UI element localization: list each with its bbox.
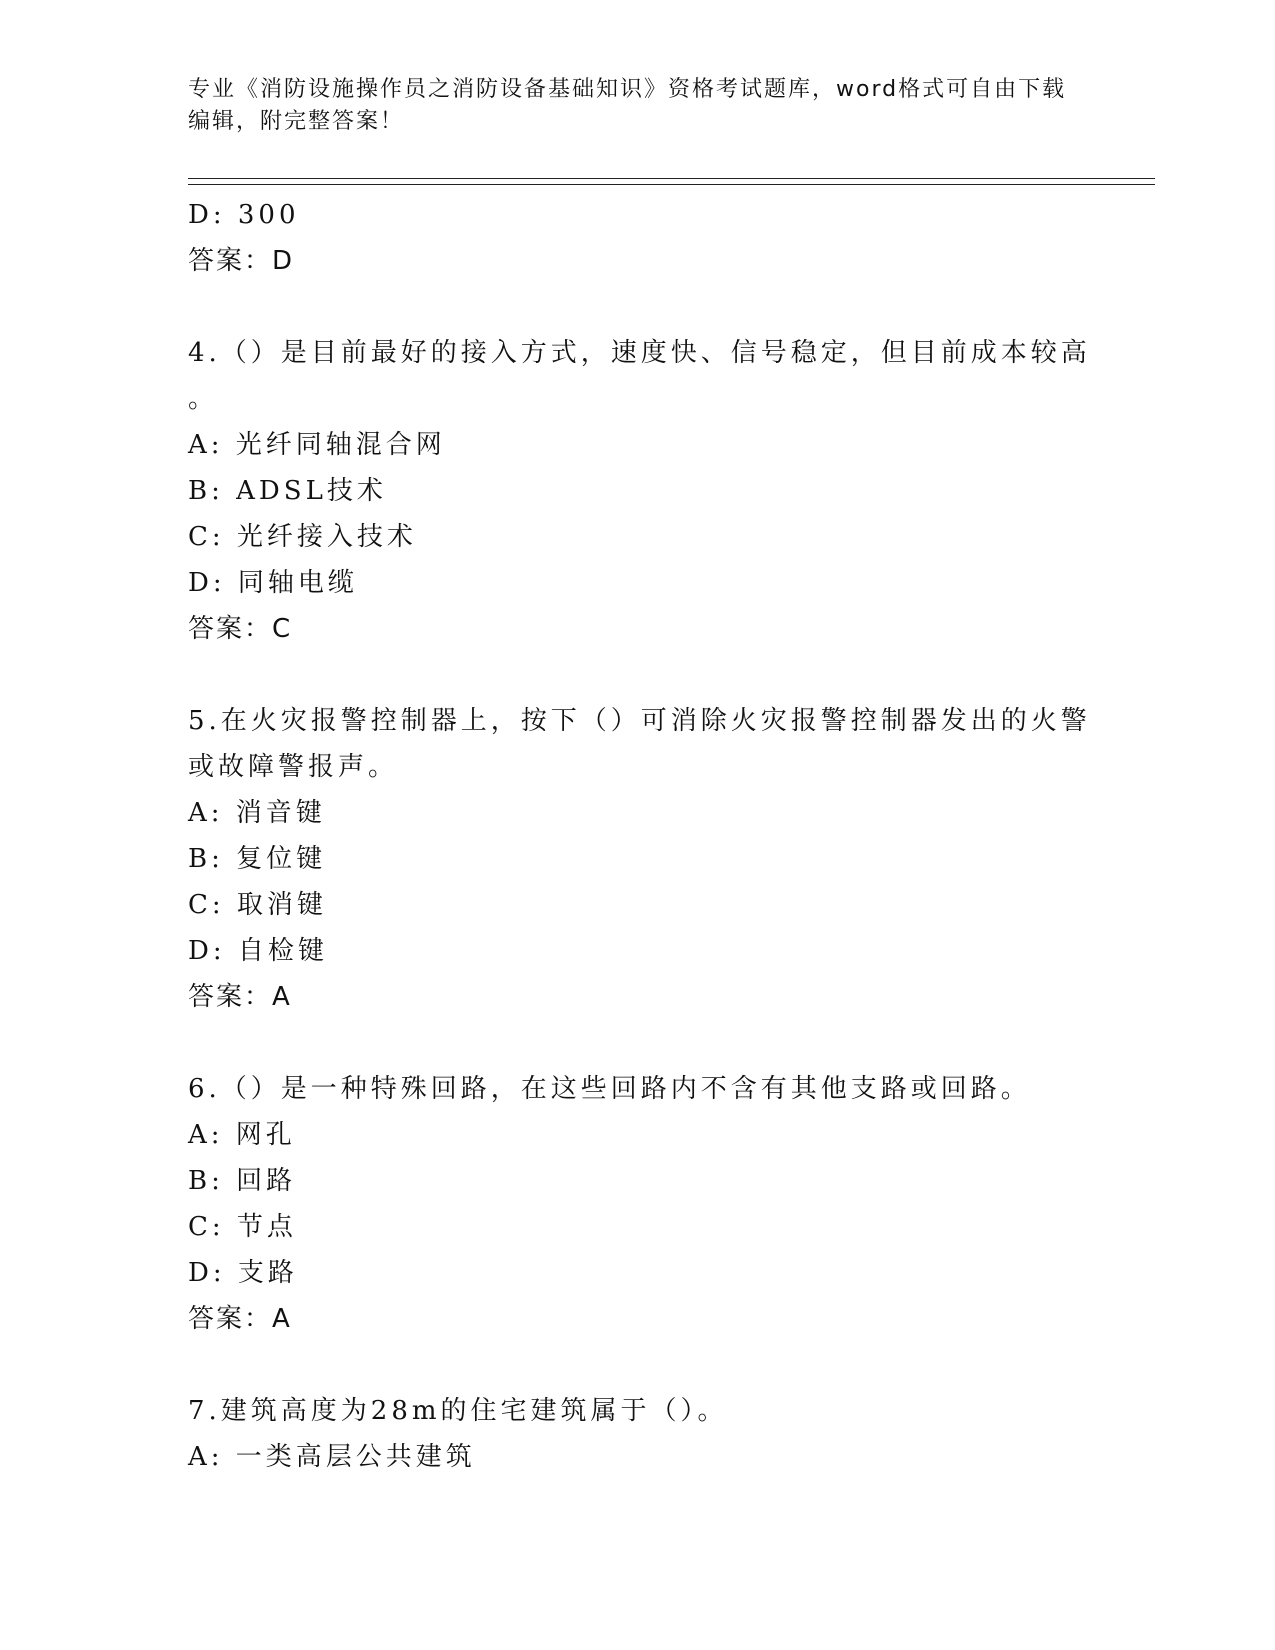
question-stem: 4.（）是目前最好的接入方式，速度快、信号稳定，但目前成本较高: [188, 338, 1091, 368]
header-rule-bottom: [188, 184, 1155, 185]
option-a: A: 光纤同轴混合网: [188, 430, 446, 460]
question-4: [188, 330, 1091, 652]
spacer: [188, 284, 1088, 330]
option-a: A: 一类高层公共建筑: [188, 1442, 476, 1472]
option-c: C: 取消键: [188, 890, 327, 920]
option-a: A: 消音键: [188, 798, 326, 828]
question-6: [188, 1066, 1088, 1342]
answer: 答案：D: [188, 246, 295, 276]
question-5: [188, 698, 1091, 1020]
option-d: D: 300: [188, 200, 300, 230]
question-stem: 6.（）是一种特殊回路，在这些回路内不含有其他支路或回路。: [188, 1074, 1031, 1104]
spacer: [188, 1020, 1088, 1066]
option-a: A: 网孔: [188, 1120, 296, 1150]
option-d: D: 自检键: [188, 936, 328, 966]
option-d: D: 支路: [188, 1258, 298, 1288]
question-stem-continued: 。: [188, 384, 219, 414]
page-header: 专业《消防设施操作员之消防设备基础知识》资格考试题库，word格式可自由下载编辑，附完整答案！: [188, 77, 1067, 134]
spacer: [188, 652, 1088, 698]
question-content: [188, 192, 1091, 1480]
answer: 答案：C: [188, 614, 293, 644]
option-b: B: 回路: [188, 1166, 297, 1196]
option-d: D: 同轴电缆: [188, 568, 358, 598]
question-stem-continued: 或故障警报声。: [188, 752, 399, 782]
option-b: B: ADSL技术: [188, 476, 387, 506]
answer: 答案：A: [188, 982, 292, 1012]
option-c: C: 光纤接入技术: [188, 522, 417, 552]
header-rule-top: [188, 178, 1155, 179]
spacer: [188, 1342, 1088, 1388]
option-c: C: 节点: [188, 1212, 297, 1242]
question-stem: 7.建筑高度为28m的住宅建筑属于（）。: [188, 1396, 728, 1426]
question-7: [188, 1388, 1088, 1480]
answer: 答案：A: [188, 1304, 292, 1334]
question-stem: 5.在火灾报警控制器上，按下（）可消除火灾报警控制器发出的火警: [188, 706, 1091, 736]
option-b: B: 复位键: [188, 844, 327, 874]
